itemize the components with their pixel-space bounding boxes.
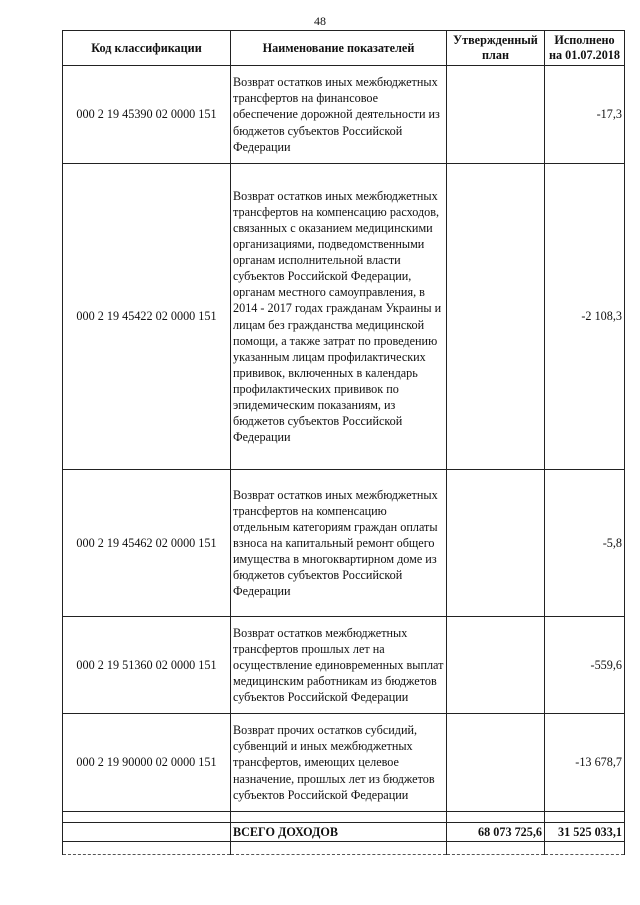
classification-code: 000 2 19 51360 02 0000 151 [63, 617, 231, 714]
table-header [63, 31, 625, 66]
table-row [63, 617, 625, 714]
executed-value: -13 678,7 [545, 714, 625, 812]
plan-value [447, 470, 545, 617]
executed-value: -559,6 [545, 617, 625, 714]
budget-table [62, 30, 625, 855]
table-body [63, 66, 625, 855]
indicator-name: Возврат остатков межбюджетных трансфертов прошлых лет на осуществление единовременных выплат медицинским работникам из бюджетов субъектов Российской Федерации [231, 617, 447, 714]
table-row [63, 164, 625, 470]
classification-code: 000 2 19 45422 02 0000 151 [63, 164, 231, 470]
column-header-name: Наименование показателей [231, 31, 447, 66]
total-row [63, 823, 625, 842]
executed-value: -17,3 [545, 66, 625, 164]
classification-code: 000 2 19 90000 02 0000 151 [63, 714, 231, 812]
table-row [63, 714, 625, 812]
plan-value [447, 164, 545, 470]
executed-value: -2 108,3 [545, 164, 625, 470]
total-executed-value: 31 525 033,1 [545, 823, 625, 842]
table-spacer-row [63, 812, 625, 823]
table-row [63, 470, 625, 617]
indicator-name: Возврат остатков иных межбюджетных трансфертов на финансовое обеспечение дорожной деятельности из бюджетов субъектов Российской Федерации [231, 66, 447, 164]
executed-value: -5,8 [545, 470, 625, 617]
indicator-name: Возврат прочих остатков субсидий, субвенций и иных межбюджетных трансфертов, имеющих целевое назначение, прошлых лет из бюджетов субъектов Российской Федерации [231, 714, 447, 812]
table-row [63, 66, 625, 164]
indicator-name: Возврат остатков иных межбюджетных трансфертов на компенсацию расходов, связанных с оказанием медицинскими организациями, подведомственными органам исполнительной власти субъектов Российской Федерации, органам местного самоуправления, в 2014 - 2017 годах гражданам Украины и лицам без гражданства медицинской помощи, а также затрат по проведению указанным лицам профилактических прививок, включенных в календарь профилактических прививок по эпидемическим показаниям, из бюджетов субъектов Российской Федерации [231, 164, 447, 470]
column-header-executed: Исполнено на 01.07.2018 [545, 31, 625, 66]
column-header-plan: Утвержденный план [447, 31, 545, 66]
plan-value [447, 617, 545, 714]
total-label: ВСЕГО ДОХОДОВ [231, 823, 447, 842]
page-number: 48 [314, 14, 326, 28]
total-plan-value: 68 073 725,6 [447, 823, 545, 842]
column-header-code: Код классификации [63, 31, 231, 66]
classification-code: 000 2 19 45390 02 0000 151 [63, 66, 231, 164]
table-tail-row [63, 842, 625, 855]
classification-code: 000 2 19 45462 02 0000 151 [63, 470, 231, 617]
total-code-cell [63, 823, 231, 842]
plan-value [447, 66, 545, 164]
plan-value [447, 714, 545, 812]
indicator-name: Возврат остатков иных межбюджетных трансфертов на компенсацию отдельным категориям граждан оплаты взноса на капитальный ремонт общего имущества в многоквартирном доме из бюджетов субъектов Российской Федерации [231, 470, 447, 617]
